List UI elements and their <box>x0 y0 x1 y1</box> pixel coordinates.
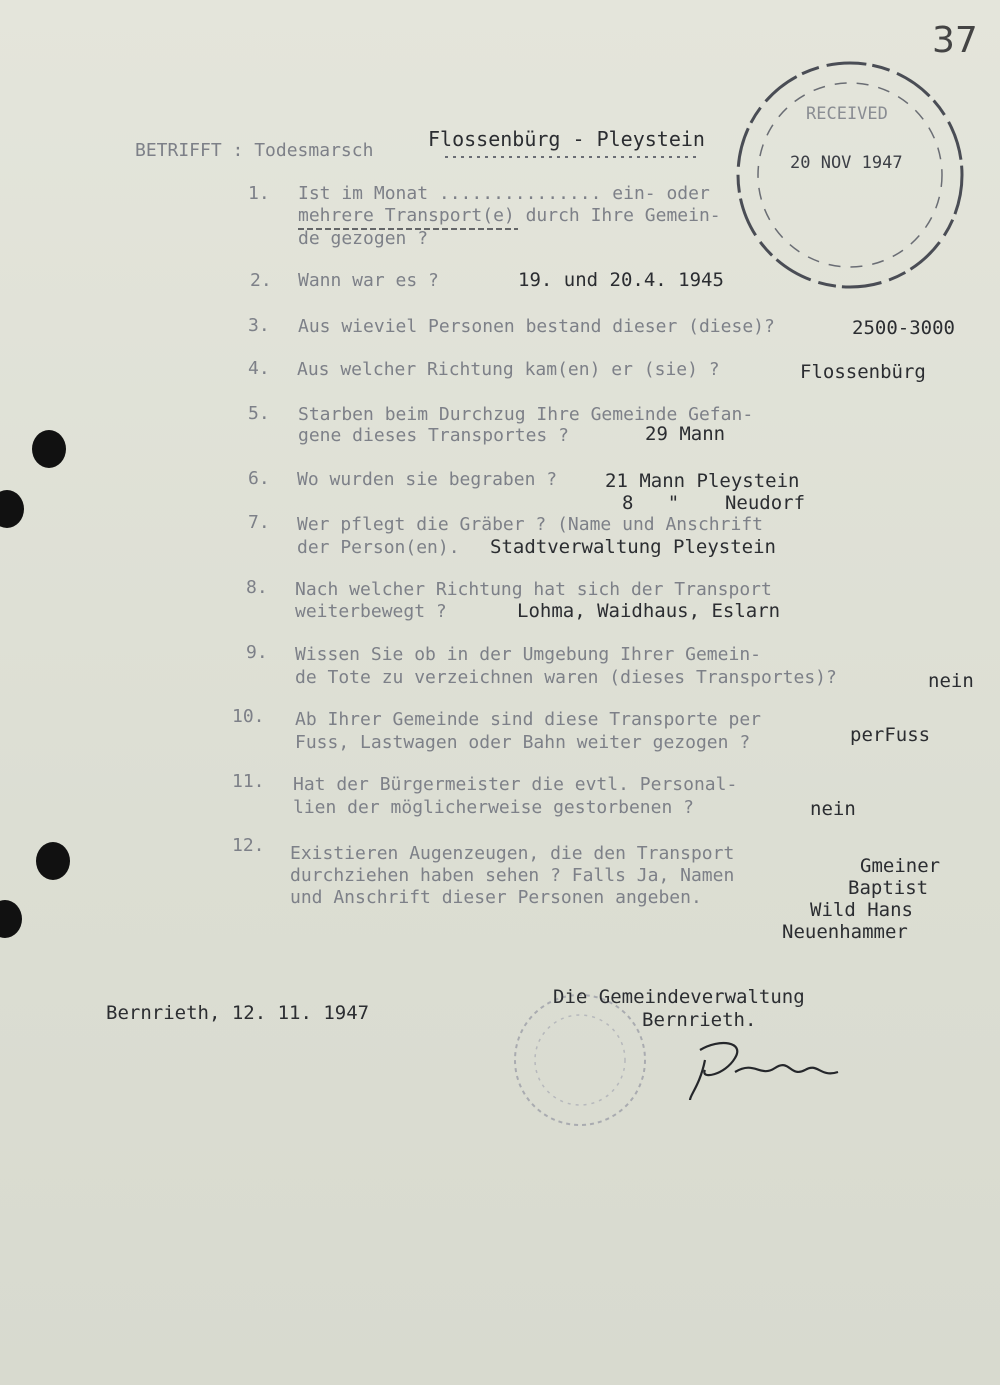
answer-text: 29 Mann <box>645 423 726 445</box>
question-text: der Person(en). <box>297 537 460 558</box>
question-text: Wer pflegt die Gräber ? (Name und Anschrift <box>297 514 763 535</box>
subject-label: BETRIFFT : Todesmarsch <box>135 140 374 161</box>
place-date: Bernrieth, 12. 11. 1947 <box>106 1002 370 1024</box>
answer-text: 21 Mann Pleystein <box>605 470 800 492</box>
question-text: Aus wieviel Personen bestand dieser (diese)? <box>298 316 775 337</box>
signature-line-2: Bernrieth. <box>642 1009 757 1031</box>
question-number: 10. <box>232 706 265 727</box>
question-number: 8. <box>246 577 268 598</box>
answer-text: Baptist <box>848 877 929 899</box>
question-text: Ab Ihrer Gemeinde sind diese Transporte per <box>295 709 761 730</box>
question-number: 11. <box>232 771 265 792</box>
answer-text: perFuss <box>850 724 931 746</box>
question-text: gene dieses Transportes ? <box>298 425 569 446</box>
question-number: 2. <box>250 270 272 291</box>
question-number: 12. <box>232 835 265 856</box>
stamp-label: RECEIVED <box>806 104 888 124</box>
answer-text: 19. und 20.4. 1945 <box>518 269 724 291</box>
question-number: 5. <box>248 403 270 424</box>
page-number: 37 <box>932 20 978 61</box>
question-text: Fuss, Lastwagen oder Bahn weiter gezogen ? <box>295 732 751 753</box>
question-text: lien der möglicherweise gestorbenen ? <box>293 797 694 818</box>
question-number: 9. <box>246 642 268 663</box>
question-text: Starben beim Durchzug Ihre Gemeinde Gefan- <box>298 404 754 425</box>
question-text: Hat der Bürgermeister die evtl. Personal- <box>293 774 738 795</box>
answer-text: Flossenbürg <box>800 361 926 383</box>
answer-text: Wild Hans <box>810 899 913 921</box>
question-number: 6. <box>248 468 270 489</box>
answer-text: nein <box>810 798 856 820</box>
question-text: Wo wurden sie begraben ? <box>297 469 558 490</box>
question-text: Ist im Monat ............... ein- oder <box>298 183 710 204</box>
answer-text: nein <box>928 670 974 692</box>
question-number: 4. <box>248 358 270 379</box>
answer-text: 2500-3000 <box>852 317 955 339</box>
question-number: 1. <box>248 183 270 204</box>
question-text: durchziehen haben sehen ? Falls Ja, Namen <box>290 865 735 886</box>
question-text: Existieren Augenzeugen, die den Transport <box>290 843 735 864</box>
question-text: und Anschrift dieser Personen angeben. <box>290 887 702 908</box>
question-text: Nach welcher Richtung hat sich der Transport <box>295 579 772 600</box>
signature-line-1: Die Gemeindeverwaltung <box>553 986 805 1008</box>
question-text: weiterbewegt ? <box>295 601 447 622</box>
question-text: Wissen Sie ob in der Umgebung Ihrer Gemein- <box>295 644 761 665</box>
answer-text: Stadtverwaltung Pleystein <box>490 536 776 558</box>
answer-text: 8 " Neudorf <box>622 492 806 514</box>
stamp-date: 20 NOV 1947 <box>790 153 903 173</box>
question-text: Wann war es ? <box>298 270 439 291</box>
answer-text: Lohma, Waidhaus, Eslarn <box>517 600 781 622</box>
answer-text: Gmeiner <box>860 855 941 877</box>
question-text: mehrere Transport(e) durch Ihre Gemein- <box>298 205 721 226</box>
question-text: de gezogen ? <box>298 228 429 249</box>
question-text: de Tote zu verzeichnen waren (dieses Transportes)? <box>295 667 837 688</box>
question-number: 7. <box>248 512 270 533</box>
answer-text: Neuenhammer <box>782 921 908 943</box>
question-number: 3. <box>248 315 270 336</box>
subject-route: Flossenbürg - Pleystein <box>428 127 705 151</box>
question-text: Aus welcher Richtung kam(en) er (sie) ? <box>297 359 720 380</box>
